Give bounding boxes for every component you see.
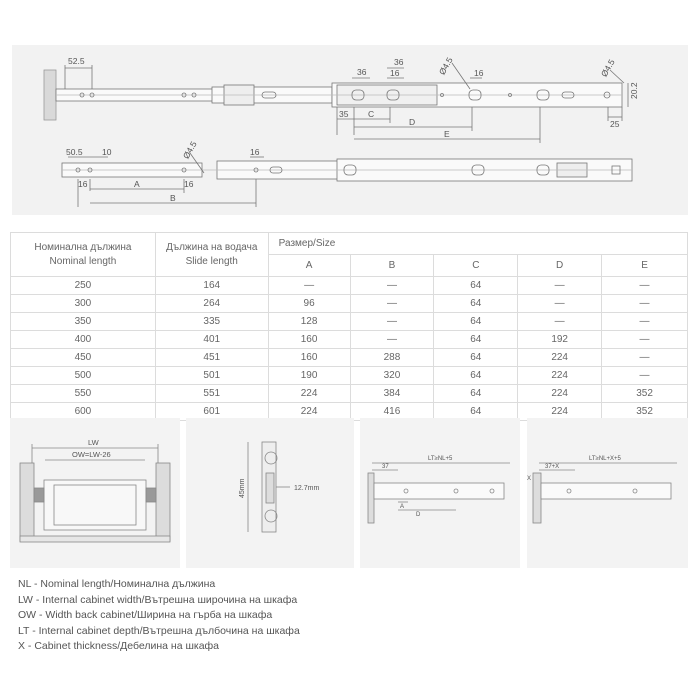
size-col-c: C <box>434 255 518 277</box>
table-row <box>11 349 688 367</box>
table-cell: 64 <box>434 277 518 295</box>
abbreviation-legend <box>18 577 300 655</box>
profile-height: 45mm <box>239 478 246 498</box>
thumb-x-label: X <box>527 476 532 482</box>
mounting-block <box>44 70 56 120</box>
thumb-a-label: A <box>400 504 405 510</box>
table-cell: 190 <box>268 367 350 385</box>
table-cell: 600 <box>11 403 156 421</box>
table-cell: 64 <box>434 349 518 367</box>
table-cell: 128 <box>268 313 350 331</box>
table-cell: 160 <box>268 349 350 367</box>
size-col-a: A <box>268 255 350 277</box>
table-cell: — <box>350 313 434 331</box>
slide-drawing <box>12 45 688 215</box>
slide-length-header: Дължина на водача Slide length <box>155 233 268 277</box>
size-header: Размер/Size <box>268 233 687 255</box>
table-cell: — <box>350 277 434 295</box>
dim-label-B: B <box>170 193 176 203</box>
table-cell: 335 <box>155 313 268 331</box>
table-cell: 224 <box>518 385 602 403</box>
table-cell: 64 <box>434 403 518 421</box>
table-cell: — <box>518 313 602 331</box>
table-cell: — <box>518 277 602 295</box>
legend-item: OW - Width back cabinet/Ширина на гърба на шкафа <box>18 609 273 621</box>
dim-10: 10 <box>102 147 112 157</box>
size-col-d: D <box>518 255 602 277</box>
technical-drawing-panel <box>12 45 688 215</box>
legend-item: LT - Internal cabinet depth/Вътрешна дълбочина на шкафа <box>18 624 300 637</box>
table-cell: 401 <box>155 331 268 349</box>
table-cell: — <box>350 295 434 313</box>
dim-16b: 16 <box>474 68 484 78</box>
dim-label-E: E <box>444 129 450 139</box>
dim-label-A: A <box>134 179 140 189</box>
table-cell: — <box>602 277 688 295</box>
dim-phi45b: Ø4.5 <box>598 57 617 79</box>
table-cell: 250 <box>11 277 156 295</box>
table-row <box>11 367 688 385</box>
table-cell: 224 <box>518 403 602 421</box>
dim-37-label: 37 <box>382 464 389 470</box>
table-cell: — <box>350 331 434 349</box>
table-cell: — <box>602 295 688 313</box>
dim-16-mid: 16 <box>184 179 194 189</box>
lt-label-1: LT≥NL+5 <box>428 456 453 462</box>
table-row <box>11 331 688 349</box>
size-col-e: E <box>602 255 688 277</box>
dim-phi45-closed: Ø4.5 <box>180 139 199 161</box>
table-cell: 400 <box>11 331 156 349</box>
table-cell: 96 <box>268 295 350 313</box>
table-cell: 288 <box>350 349 434 367</box>
table-cell: — <box>268 277 350 295</box>
table-cell: — <box>602 313 688 331</box>
legend-item: LW - Internal cabinet width/Вътрешна широчина на шкафа <box>18 593 298 606</box>
table-cell: 300 <box>11 295 156 313</box>
table-row <box>11 313 688 331</box>
table-cell: 384 <box>350 385 434 403</box>
table-cell: 224 <box>518 367 602 385</box>
dim-label-D: D <box>409 117 416 127</box>
nominal-length-header: Номинална дължина Nominal length <box>11 233 156 277</box>
dim-16a: 16 <box>390 68 400 78</box>
size-table <box>10 232 688 421</box>
legend-item: X - Cabinet thickness/Дебелина на шкафа <box>18 640 220 652</box>
table-cell: 352 <box>602 403 688 421</box>
thumb-d-label: D <box>416 512 421 518</box>
table-cell: — <box>602 349 688 367</box>
table-cell: 160 <box>268 331 350 349</box>
table-cell: 601 <box>155 403 268 421</box>
profile-width: 12.7mm <box>294 485 320 492</box>
table-cell: — <box>602 331 688 349</box>
table-cell: 352 <box>602 385 688 403</box>
table-row <box>11 295 688 313</box>
lt-label-2: LT≥NL+X+5 <box>589 456 621 462</box>
slide-profile-diagram <box>186 418 354 568</box>
dim-37x-label: 37+X <box>545 464 560 470</box>
ow-label: OW=LW-26 <box>72 450 111 459</box>
cabinet-depth-diagram <box>360 418 520 568</box>
table-cell: 164 <box>155 277 268 295</box>
table-cell: 64 <box>434 295 518 313</box>
cabinet-width-diagram <box>10 418 180 568</box>
table-cell: 224 <box>268 385 350 403</box>
table-cell: 264 <box>155 295 268 313</box>
table-cell: 64 <box>434 367 518 385</box>
table-cell: 320 <box>350 367 434 385</box>
table-cell: 451 <box>155 349 268 367</box>
legend-item: NL - Nominal length/Номинална дължина <box>18 578 216 590</box>
table-row <box>11 385 688 403</box>
lw-label: LW <box>88 438 99 447</box>
dim-52-5: 52.5 <box>68 56 85 66</box>
size-col-b: B <box>350 255 434 277</box>
table-cell: 350 <box>11 313 156 331</box>
table-cell: 64 <box>434 313 518 331</box>
table-cell: 224 <box>268 403 350 421</box>
table-cell: 192 <box>518 331 602 349</box>
dim-phi45a: Ø4.5 <box>436 55 455 77</box>
dim-50-5: 50.5 <box>66 147 83 157</box>
table-cell: 64 <box>434 331 518 349</box>
dim-36a: 36 <box>357 67 367 77</box>
table-cell: — <box>518 295 602 313</box>
dim-16-closed: 16 <box>250 147 260 157</box>
table-cell: — <box>602 367 688 385</box>
table-cell: 501 <box>155 367 268 385</box>
dim-36b: 36 <box>394 57 404 67</box>
dim-20-2: 20.2 <box>629 82 639 99</box>
table-cell: 450 <box>11 349 156 367</box>
dim-25: 25 <box>610 119 620 129</box>
table-cell: 551 <box>155 385 268 403</box>
table-cell: 224 <box>518 349 602 367</box>
table-cell: 550 <box>11 385 156 403</box>
table-cell: 500 <box>11 367 156 385</box>
dim-16-left: 16 <box>78 179 88 189</box>
dim-35: 35 <box>339 109 349 119</box>
table-row <box>11 277 688 295</box>
cabinet-depth-thickness-diagram <box>527 418 688 568</box>
dim-label-C: C <box>368 109 375 119</box>
table-cell: 416 <box>350 403 434 421</box>
table-cell: 64 <box>434 385 518 403</box>
